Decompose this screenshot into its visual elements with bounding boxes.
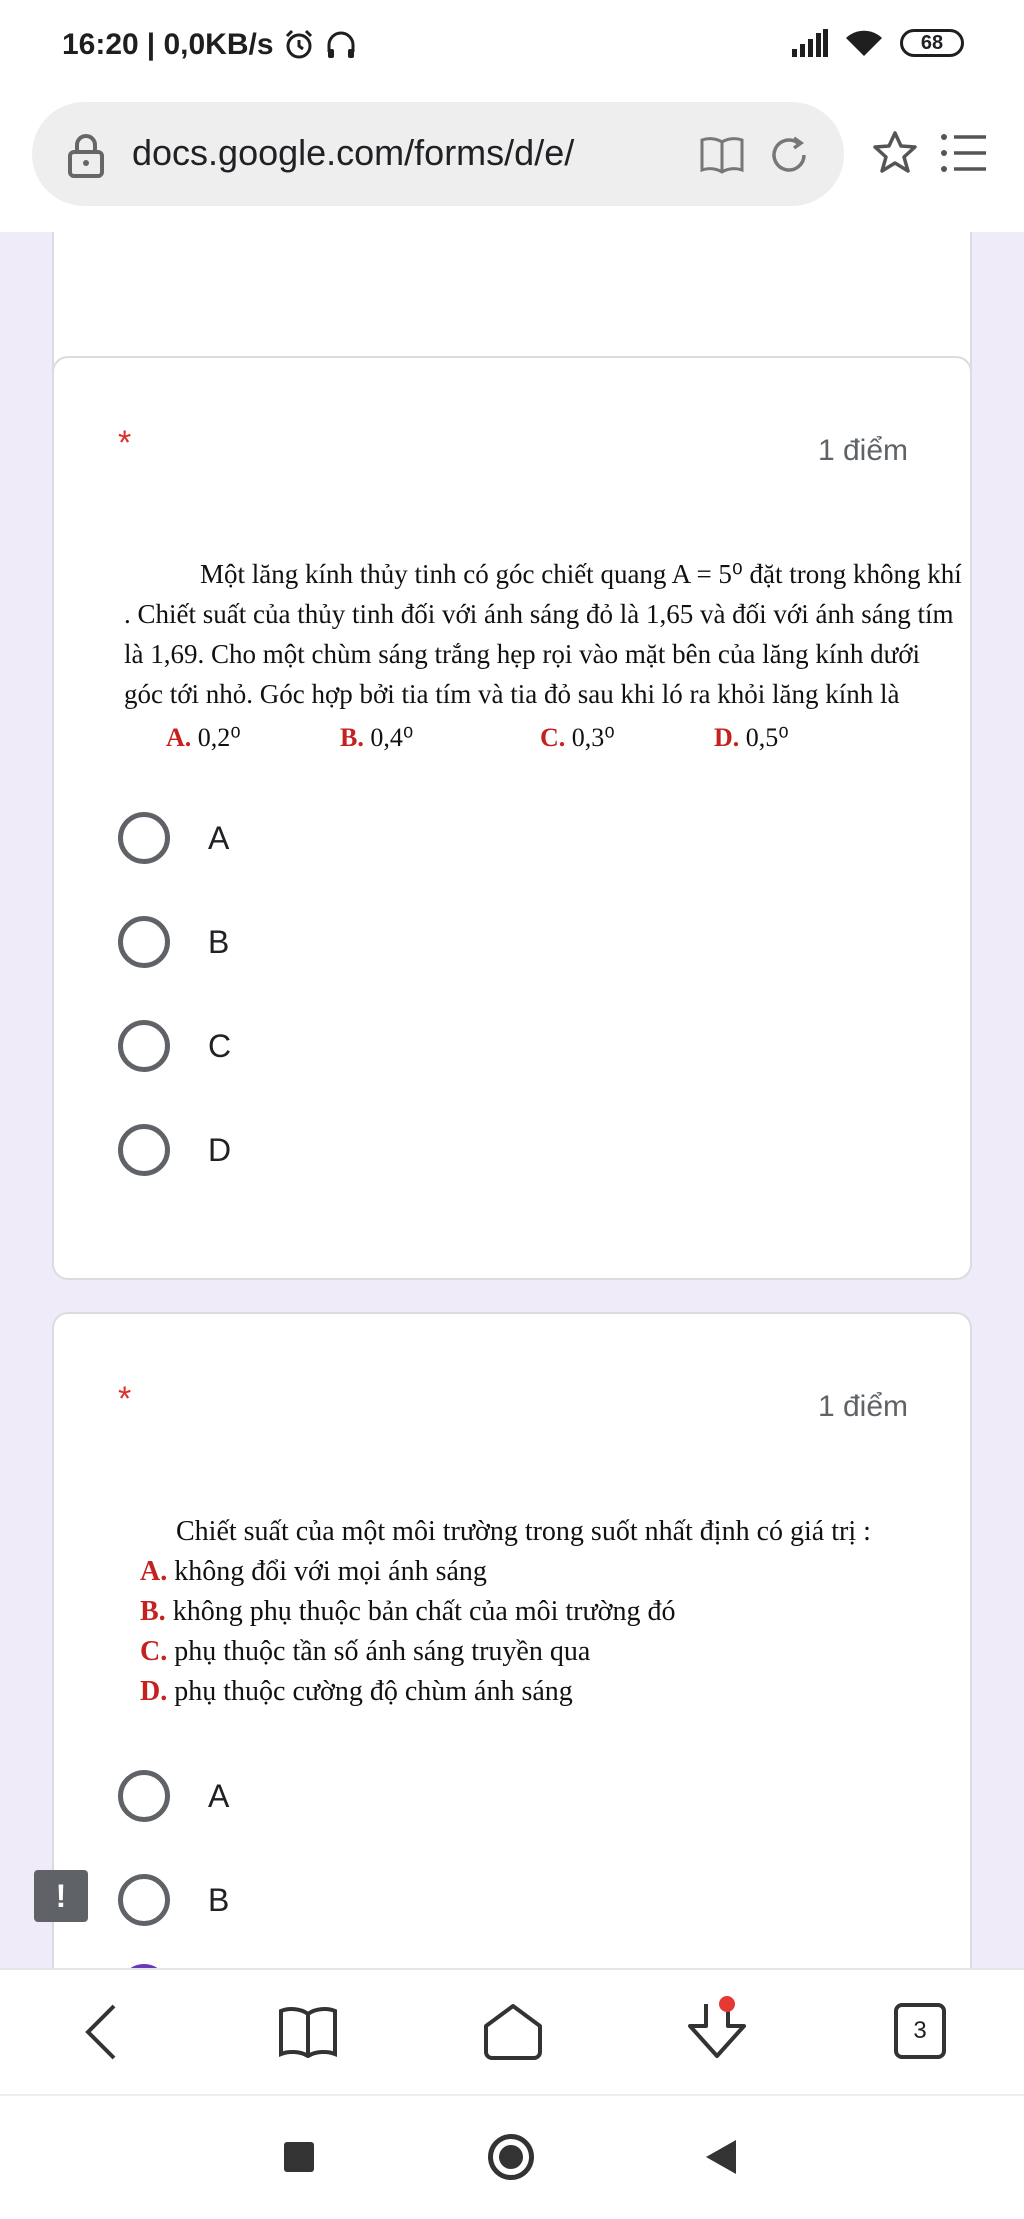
form-page [0, 232, 1024, 1968]
radio-button[interactable] [118, 1124, 170, 1176]
option-label: A [208, 1777, 230, 1814]
choice-a: A. không đổi với mọi ánh sáng [140, 1556, 487, 1587]
option-a[interactable] [118, 1766, 229, 1826]
star-icon[interactable] [872, 130, 918, 174]
signal-icon [790, 29, 828, 57]
status-network-speed: | 0,0KB/s [146, 28, 274, 61]
question-points: 1 điểm [817, 1390, 908, 1423]
tabs-icon[interactable] [894, 2003, 946, 2059]
radio-button[interactable] [118, 916, 170, 968]
question-card-1 [52, 356, 972, 1280]
option-label: C [208, 1027, 232, 1064]
recents-icon[interactable] [284, 2142, 314, 2172]
choice-c: C. 0,3⁰ [540, 723, 615, 752]
battery-icon [900, 29, 964, 57]
home-circle-icon[interactable] [488, 2134, 534, 2180]
radio-button[interactable] [118, 1020, 170, 1072]
option-c[interactable] [118, 1016, 231, 1076]
option-label: B [208, 923, 230, 960]
choice-b: B. 0,4⁰ [340, 723, 414, 752]
lock-icon [66, 132, 106, 178]
report-label: ! [55, 1877, 67, 1914]
question-image-2 [124, 1512, 964, 1712]
choice-c: C. phụ thuộc tần số ánh sáng truyền qua [140, 1636, 591, 1667]
tab-count-label: 3 [913, 2017, 927, 2044]
status-time: 16:20 [62, 28, 139, 61]
required-mark: * [118, 1380, 132, 1418]
menu-list-icon[interactable] [940, 132, 988, 174]
status-right [790, 28, 964, 58]
alarm-icon [282, 28, 316, 62]
headphones-icon [324, 28, 358, 62]
status-bar [0, 0, 1024, 96]
choice-a: A. 0,2⁰ [166, 723, 241, 752]
radio-button[interactable] [118, 1770, 170, 1822]
back-icon[interactable] [82, 2002, 122, 2062]
bookmarks-icon[interactable] [278, 2006, 338, 2058]
question-image-1 [124, 554, 964, 758]
downloads-icon[interactable] [684, 1994, 750, 2064]
choice-d: D. phụ thuộc cường độ chùm ánh sáng [140, 1676, 573, 1707]
wifi-icon [844, 28, 884, 58]
battery-level: 68 [920, 31, 944, 54]
choice-d: D. 0,5⁰ [714, 723, 789, 752]
address-bar[interactable] [32, 102, 844, 206]
url-text[interactable]: docs.google.com/forms/d/e/ [132, 132, 575, 173]
status-left [62, 28, 358, 62]
home-icon[interactable] [482, 2002, 544, 2062]
reader-mode-icon[interactable] [700, 136, 744, 174]
choices-row [124, 718, 964, 758]
radio-button[interactable] [118, 1874, 170, 1926]
question-card-2 [52, 1312, 972, 1968]
option-b[interactable] [118, 1870, 229, 1930]
option-b[interactable] [118, 912, 229, 972]
option-d[interactable] [118, 1120, 231, 1180]
back-triangle-icon[interactable] [704, 2138, 738, 2176]
choice-b: B. không phụ thuộc bản chất của môi trường đó [140, 1596, 676, 1627]
radio-button[interactable] [118, 812, 170, 864]
reload-icon[interactable] [768, 134, 810, 176]
question-points: 1 điểm [817, 434, 908, 467]
option-label: D [208, 1131, 232, 1168]
option-label: A [208, 819, 230, 856]
report-problem-button[interactable] [34, 1870, 88, 1922]
option-a[interactable] [118, 808, 229, 868]
required-mark: * [118, 424, 132, 462]
question-stem: Chiết suất của một môi trường trong suốt nhất định có giá trị : [176, 1516, 871, 1547]
option-label: B [208, 1881, 230, 1918]
question-text: Một lăng kính thủy tinh có góc chiết quang A = 5⁰ đặt trong không khí . Chiết suất của thủy tinh đối với ánh sáng đỏ là 1,65 và đối với ánh sáng tím là 1,69. Cho một chùm sáng trắng hẹp rọi vào mặt bên của lăng kính dưới góc tới nhỏ. Góc hợp bởi tia tím và tia đỏ sau khi ló ra khỏi lăng kính là [124, 559, 962, 709]
